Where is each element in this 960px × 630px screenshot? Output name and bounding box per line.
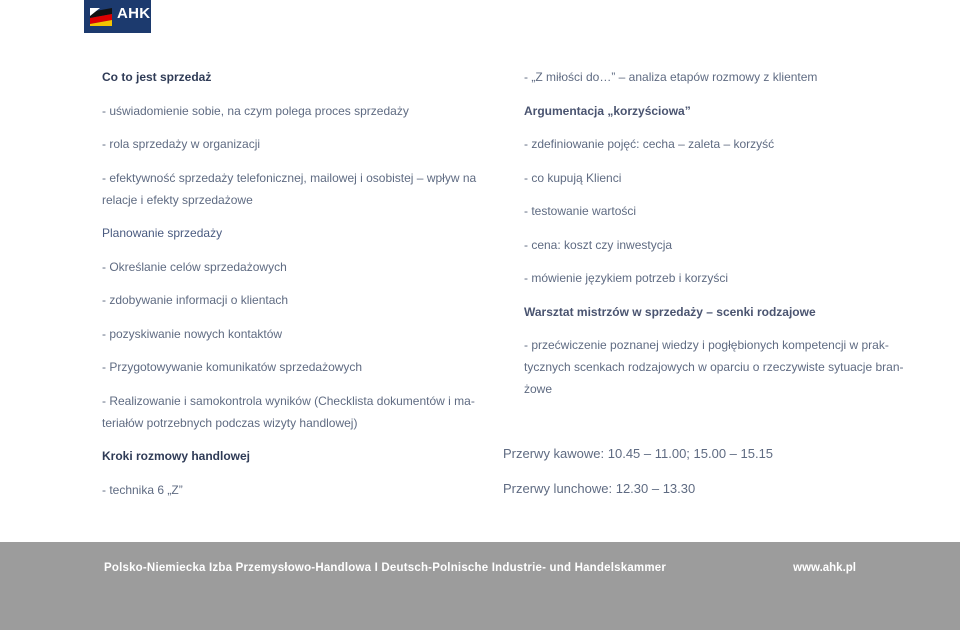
item-awareness: - uświadomienie sobie, na czym polega proces sprzedaży — [102, 103, 409, 118]
item-communications: - Przygotowywanie komunikatów sprzedażowych — [102, 360, 363, 374]
right-column — [524, 66, 904, 400]
left-column — [102, 66, 476, 501]
item-love: - „Z miłości do…” – analiza etapów rozmowy z klientem — [524, 70, 818, 84]
item-technique: - technika 6 „Z” — [102, 482, 183, 497]
heading-argument: Argumentacja „korzyściowa” — [524, 103, 691, 118]
footer — [0, 542, 960, 630]
item-role: - rola sprzedaży w organizacji — [102, 137, 261, 151]
item-checklist-line1: - Realizowanie i samokontrola wyników (Checklista dokumentów i ma- — [102, 393, 475, 408]
item-testing: - testowanie wartości — [524, 204, 637, 218]
item-buy: - co kupują Klienci — [524, 170, 622, 185]
item-efficiency-line1: - efektywność sprzedaży telefonicznej, mailowej i osobistej – wpływ na — [102, 170, 477, 185]
heading-planning: Planowanie sprzedaży — [102, 226, 223, 240]
footer-url[interactable]: www.ahk.pl — [793, 562, 856, 574]
item-efficiency-line2: relacje i efekty sprzedażowe — [102, 192, 253, 207]
item-practice-line3: żowe — [524, 382, 553, 396]
item-language: - mówienie językiem potrzeb i korzyści — [524, 271, 729, 285]
logo-text: AHK — [117, 5, 151, 22]
lunch-breaks: Przerwy lunchowe: 12.30 – 13.30 — [503, 481, 696, 496]
footer-org: Polsko-Niemiecka Izba Przemysłowo-Handlowa I Deutsch-Polnische Industrie- und Handelskammer — [104, 562, 667, 574]
flag-icon — [90, 8, 112, 26]
coffee-breaks: Przerwy kawowe: 10.45 – 11.00; 15.00 – 15.15 — [503, 446, 774, 461]
item-goals: - Określanie celów sprzedażowych — [102, 259, 287, 274]
heading-workshop: Warsztat mistrzów w sprzedaży – scenki rodzajowe — [524, 304, 816, 319]
item-practice-line1: - przećwiczenie poznanej wiedzy i pogłębionych kompetencji w prak- — [524, 338, 889, 352]
heading-steps: Kroki rozmowy handlowej — [102, 449, 251, 463]
item-contacts: - pozyskiwanie nowych kontaktów — [102, 326, 283, 341]
item-info: - zdobywanie informacji o klientach — [102, 293, 289, 307]
item-practice-line2: tycznych scenkach rodzajowych w oparciu o rzeczywiste sytuacje bran- — [524, 360, 904, 374]
item-checklist-line2: teriałów potrzebnych podczas wizyty handlowej) — [102, 415, 358, 430]
heading-sales: Co to jest sprzedaż — [102, 70, 212, 84]
ahk-logo — [84, 0, 151, 33]
item-price: - cena: koszt czy inwestycja — [524, 237, 673, 252]
item-definitions: - zdefiniowanie pojęć: cecha – zaleta – korzyść — [524, 137, 775, 151]
